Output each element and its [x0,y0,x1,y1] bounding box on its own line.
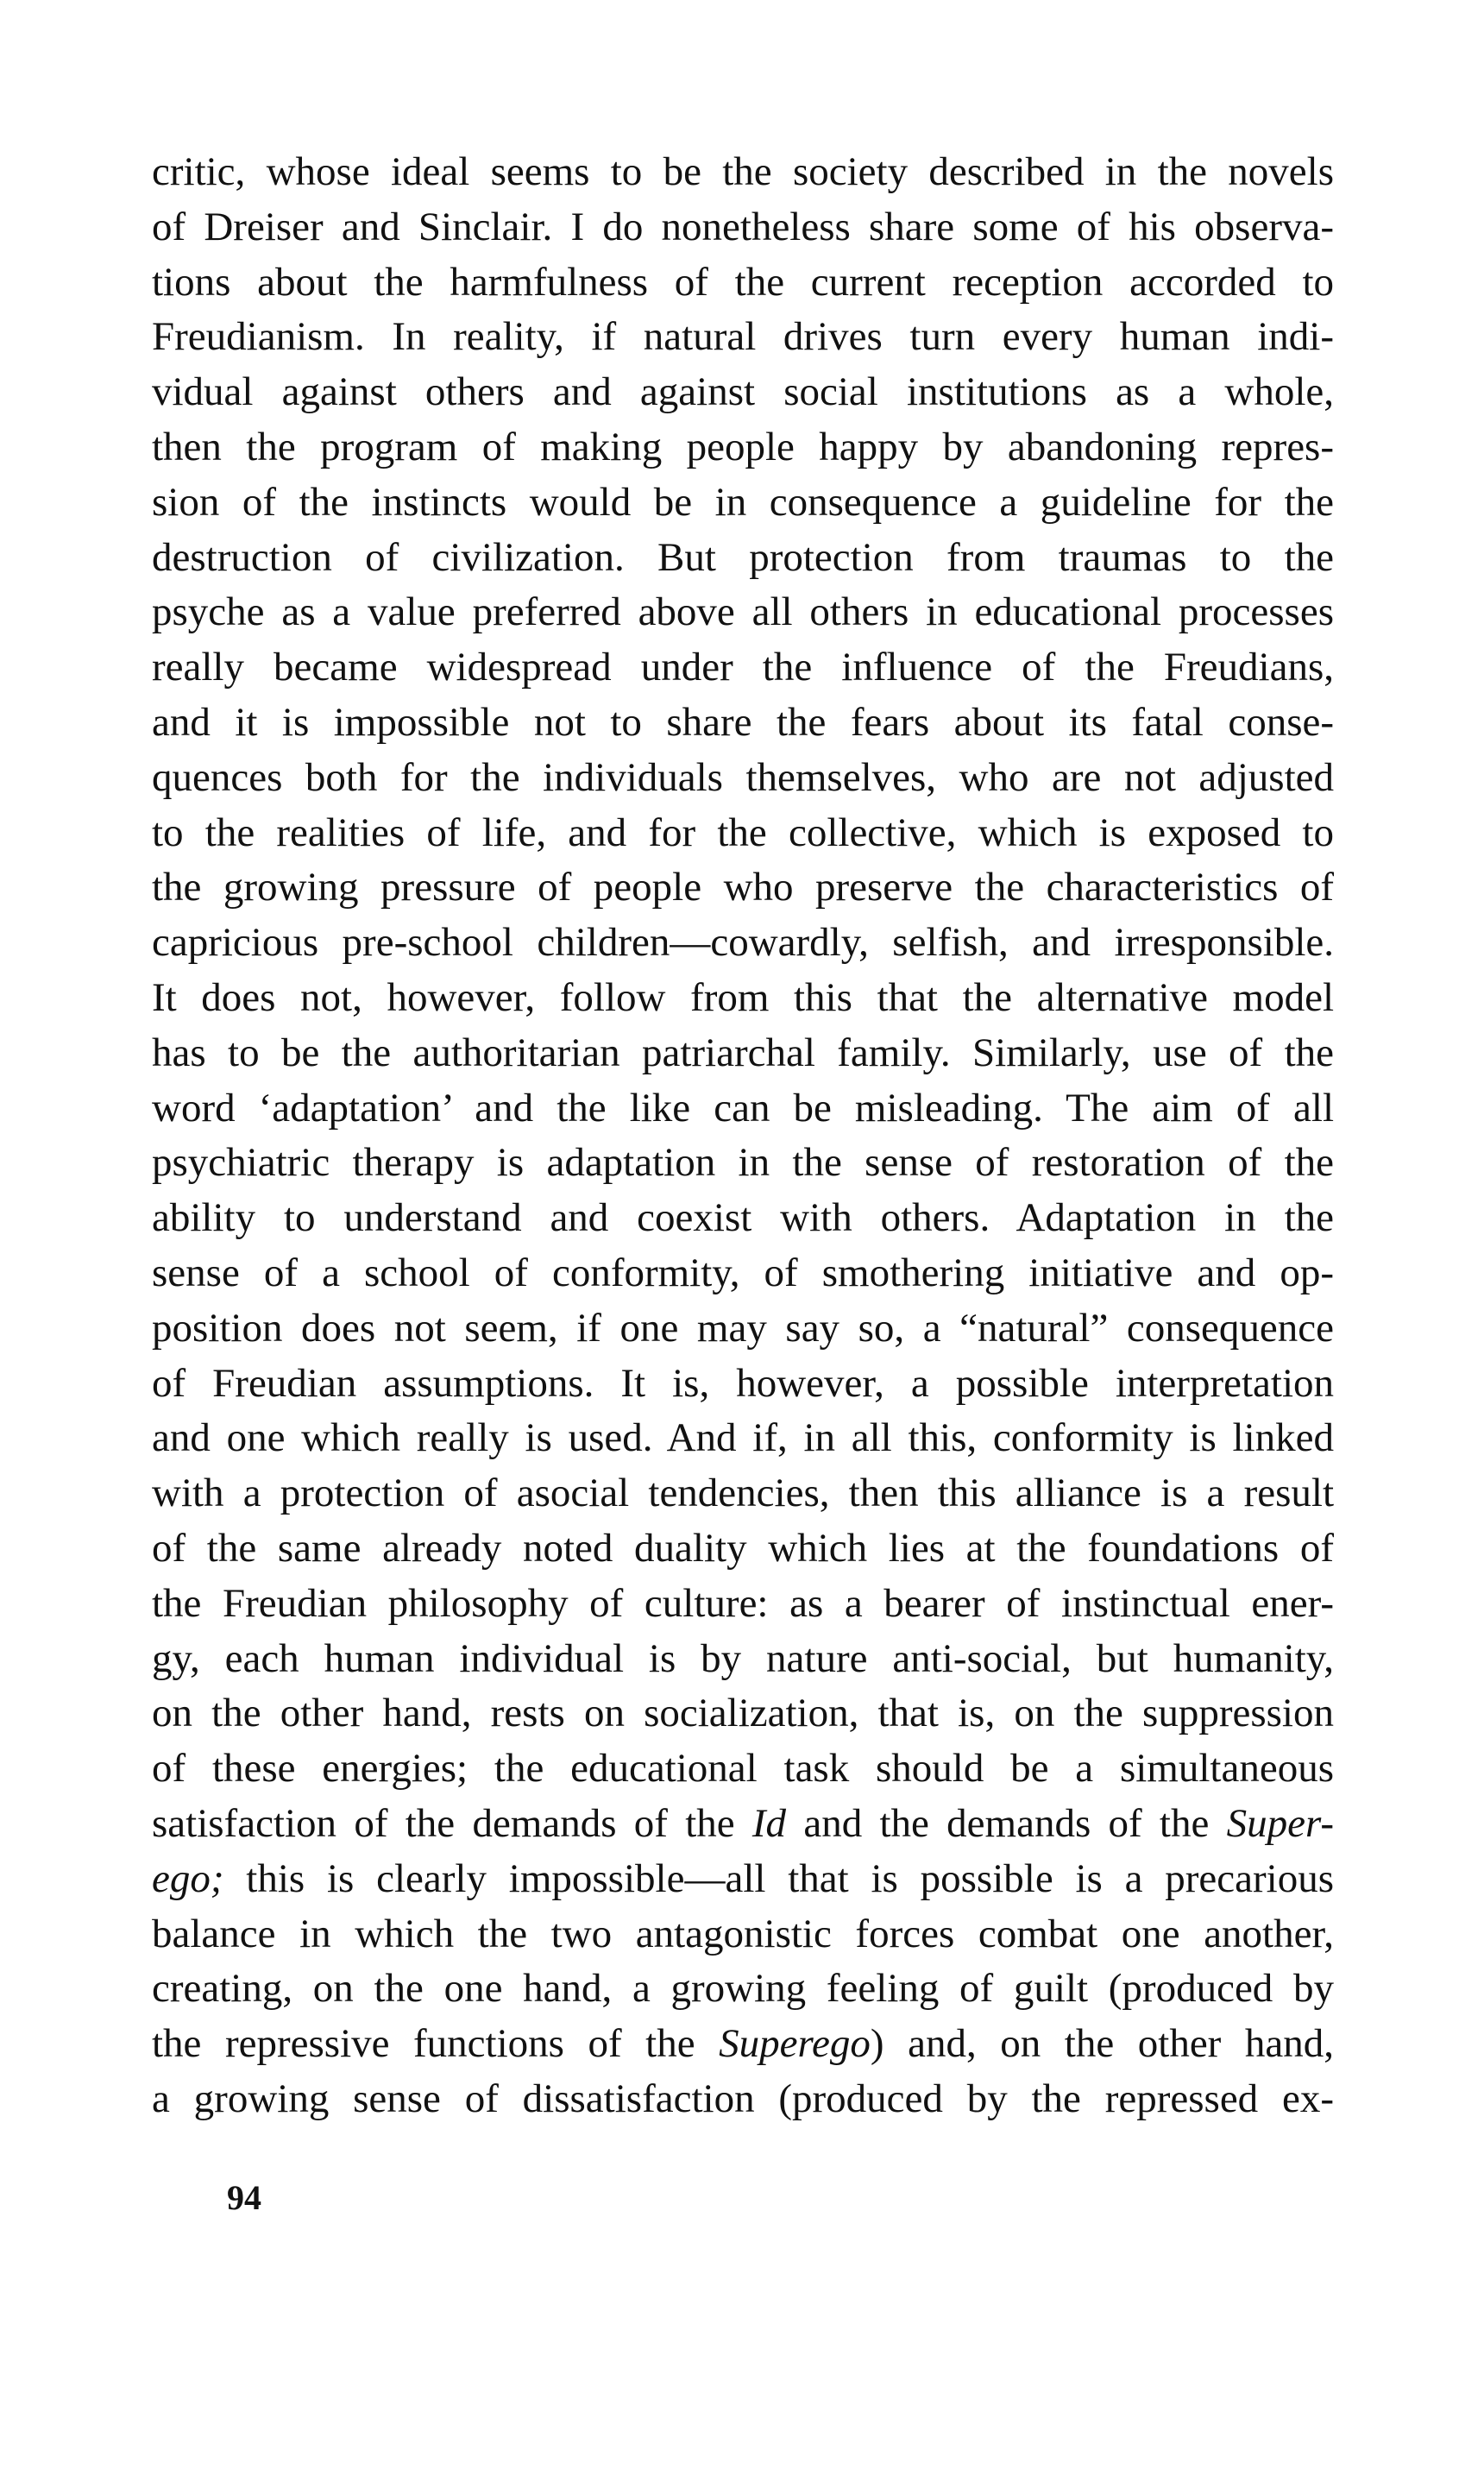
text-line: sion of the instincts would be in consequence a guideline for the [152,479,1334,525]
text-line: a growing sense of dissatisfaction (produced by the repressed ex- [152,2075,1334,2121]
text-line: word ‘adaptation’ and the like can be misleading. The aim of all [152,1085,1334,1131]
text-line: tions about the harmfulness of the current reception accorded to [152,259,1334,305]
page-number: 94 [227,2178,261,2217]
text-line: ability to understand and coexist with others. Adaptation in the [152,1195,1334,1241]
text-line: destruction of civilization. But protection from traumas to the [152,534,1334,580]
text-line: of these energies; the educational task should be a simultaneous [152,1746,1334,1792]
text-line: balance in which the two antagonistic forces combat one another, [152,1911,1334,1956]
text-run: this is clearly impossible—all that is possible is a precarious [223,1855,1334,1901]
text-line [152,1797,1334,1852]
text-line: creating, on the one hand, a growing feeling of guilt (produced by [152,1966,1334,2012]
text-line: to the realities of life, and for the collective, which is exposed to [152,809,1334,855]
text-line: the Freudian philosophy of culture: as a bearer of instinctual ener- [152,1580,1334,1626]
text-line: vidual against others and against social institutions as a whole, [152,369,1334,415]
text-line: It does not, however, follow from this that the alternative model [152,974,1334,1020]
text-line: of the same already noted duality which lies at the foundations of [152,1525,1334,1571]
text-line: has to be the authoritarian patriarchal family. Similarly, use of the [152,1030,1334,1075]
text-line: of Dreiser and Sinclair. I do nonetheless share some of his observa- [152,204,1334,249]
text-run: the repressive functions of the [152,2021,720,2067]
text-run: and the demands of the [786,1800,1227,1846]
text-line: psychiatric therapy is adaptation in the sense of restoration of the [152,1140,1334,1186]
text-line: quences both for the individuals themselves, who are not adjusted [152,754,1334,800]
text-line: and one which really is used. And if, in all this, conformity is linked [152,1415,1334,1461]
text-line: position does not seem, if one may say so, a “natural” consequence [152,1305,1334,1351]
italic-term-id: Id [751,1800,787,1846]
text-line: capricious pre-school children—cowardly, selfish, and irresponsible. [152,920,1334,966]
text-line: Freudianism. In reality, if natural drives turn every human indi- [152,314,1334,360]
text-line [152,2017,1334,2072]
text-line: and it is impossible not to share the fears about its fatal conse- [152,699,1334,745]
text-run: satisfaction of the demands of the [152,1800,752,1846]
text-line: on the other hand, rests on socialization, that is, on the suppression [152,1691,1334,1736]
italic-term-superego-start: Super- [1226,1800,1334,1846]
text-line: critic, whose ideal seems to be the society described in the novels [152,149,1334,194]
text-line: with a protection of asocial tendencies, then this alliance is a result [152,1471,1334,1516]
text-line: of Freudian assumptions. It is, however, a possible interpretation [152,1360,1334,1406]
body-text [152,145,1334,2127]
italic-term-superego-end: ego; [152,1855,224,1901]
text-line: sense of a school of conformity, of smothering initiative and op- [152,1250,1334,1295]
text-run: ) and, on the other hand, [870,2021,1334,2067]
text-line: psyche as a value preferred above all others in educational processes [152,589,1334,635]
text-line: the growing pressure of people who preserve the characteristics of [152,865,1334,910]
text-line [152,1852,1334,1907]
text-line: then the program of making people happy by abandoning repres- [152,424,1334,469]
italic-term-superego: Superego [719,2021,871,2067]
text-line: gy, each human individual is by nature anti-social, but humanity, [152,1635,1334,1681]
text-line: really became widespread under the influence of the Freudians, [152,645,1334,690]
